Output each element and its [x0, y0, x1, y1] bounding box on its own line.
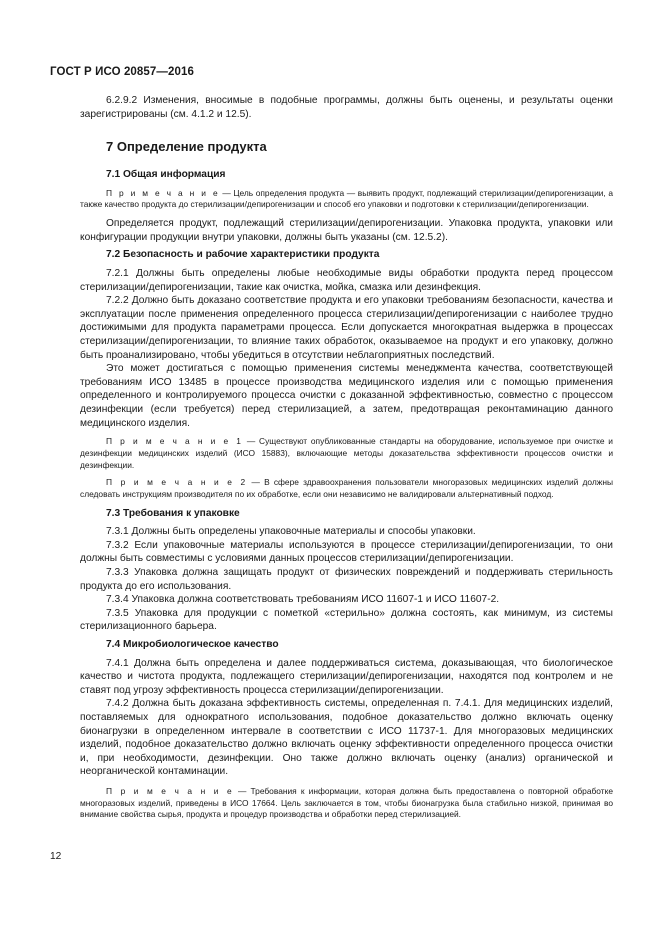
section-7-2-heading: 7.2 Безопасность и рабочие характеристики продукта: [106, 249, 380, 261]
paragraph-7-2-qms: Это может достигаться с помощью применения системы менеджмента качества, соответствующей требованиям ИСО 13485 в процессе производства медицинского изделия или с помощью применения определенного и контролируемого процесса очистки с доказанной эффективностью, совместно с процессом дезинфекции (если требуется) перед стерилизацией, а затем, предотвращая реконтаминацию данного медицинского изделия.: [80, 363, 613, 429]
note-7-1: [80, 188, 613, 211]
note-text: — Требования к информации, которая должна быть предоставлена о повторной обработке многоразовых изделий, приведены в ИСО 17664. Цель заключается в том, чтобы бионагрузка была стабильно низкой, принимая во внимание свойства сырья, продукта и процедур производства и обработки перед стерилизацией.: [80, 785, 613, 820]
note-label: П р и м е ч а н и е 1: [106, 436, 244, 447]
paragraph-7-3-3: 7.3.3 Упаковка должна защищать продукт от физических повреждений и поддерживать стерильность продукта до его использования.: [80, 566, 613, 592]
note-label: П р и м е ч а н и е: [106, 187, 220, 198]
section-7-3-heading: 7.3 Требования к упаковке: [106, 507, 240, 519]
paragraph-7-3-5: 7.3.5 Упаковка для продукции с пометкой «стерильно» должна состоять, как минимум, из системы стерилизационного барьера.: [80, 607, 613, 633]
note-label: П р и м е ч а н и е 2: [106, 477, 248, 488]
document-body: [80, 94, 613, 827]
paragraph-7-4-2: 7.4.2 Должна быть доказана эффективность системы, определенная п. 7.4.1. Для медицинских изделий, поставляемых для однократного использования, подобное доказательство должно включать оценку бионагрузки в определенном интервале в соответствии с ИСО 11737-1. Для многоразовых медицинских изделий, подобное доказательство должно включать оценку эффективности определенного процесса очистки и, при необходимости, дезинфекции. Оно также должно включать оценку (анализ) органической и неорганической контаминации.: [80, 698, 613, 778]
section-7-heading: 7 Определение продукта: [106, 139, 267, 155]
page-number: 12: [50, 851, 62, 862]
note-7-2-2: [80, 477, 613, 500]
note-7-2-1: [80, 436, 613, 471]
document-header: ГОСТ Р ИСО 20857—2016: [50, 66, 195, 78]
paragraph-7-1: Определяется продукт, подлежащий стерилизации/депирогенизации. Упаковка продукта, упаковки или конфигурации продукции внутри упаковки, должны быть указаны (см. 12.5.2).: [80, 218, 613, 243]
note-text: — Цель определения продукта — выявить продукт, подлежащий стерилизации/депирогенизации, а также качество продукта до стерилизации/депирогенизации и способ его упаковки и подготовки к стерилизации/депирогенизации.: [80, 187, 613, 210]
note-7-4: [80, 786, 613, 821]
paragraph-7-2-1: 7.2.1 Должны быть определены любые необходимые виды обработки продукта перед процессом стерилизации/депирогенизации, такие как очистка, мойка, смазка или дезинфекция.: [80, 267, 613, 293]
note-label: П р и м е ч а н и е: [106, 785, 234, 796]
section-7-4-heading: 7.4 Микробиологическое качество: [106, 638, 279, 650]
paragraph-7-3-2: 7.3.2 Если упаковочные материалы используются в процессе стерилизации/депирогенизации, то они должны быть совместимы с условиями данных процессов стерилизации/депирогенизации.: [80, 539, 613, 565]
paragraph-6-2-9-2: 6.2.9.2 Изменения, вносимые в подобные программы, должны быть оценены, и результаты оценки зарегистрированы (см. 4.1.2 и 12.5).: [80, 95, 613, 120]
paragraph-7-3-4: 7.3.4 Упаковка должна соответствовать требованиям ИСО 11607-1 и ИСО 11607-2.: [106, 594, 500, 606]
note-text: — В сфере здравоохранения пользователи многоразовых медицинских изделий должны следовать инструкциям производителя по их обработке, если они независимо не валидировали альтернативный подход.: [80, 477, 613, 499]
section-7-1-heading: 7.1 Общая информация: [106, 169, 226, 181]
paragraph-7-3-1: 7.3.1 Должны быть определены упаковочные материалы и способы упаковки.: [106, 526, 476, 538]
paragraph-7-2-2: 7.2.2 Должно быть доказано соответствие продукта и его упаковки требованиям безопасности, качества и эксплуатации после применения определенного процесса стерилизации/депирогенизации с наиболее трудно достижимыми для продукта параметрами процесса. Если допускается многократная выдержка в процессах стерилизации/депирогенизации, то влияние таких обработок, оказываемое на продукт и его упаковку, должно быть проанализировано, чтобы убедиться в отсутствии неблагоприятных последствий.: [80, 295, 613, 361]
paragraph-7-4-1: 7.4.1 Должна быть определена и далее поддерживаться система, доказывающая, что биологическое качество и чистота продукта, подлежащего стерилизации/депирогенизации, находятся под контролем и не ставят под угрозу эффективность процесса стерилизации/депирогенизации.: [80, 657, 613, 696]
note-text: — Существуют опубликованные стандарты на оборудование, используемое при очистке и дезинфекции медицинских изделий (ИСО 15883), включающие методы доказательства эффективности процессов очистки и дезинфекции.: [80, 436, 613, 470]
